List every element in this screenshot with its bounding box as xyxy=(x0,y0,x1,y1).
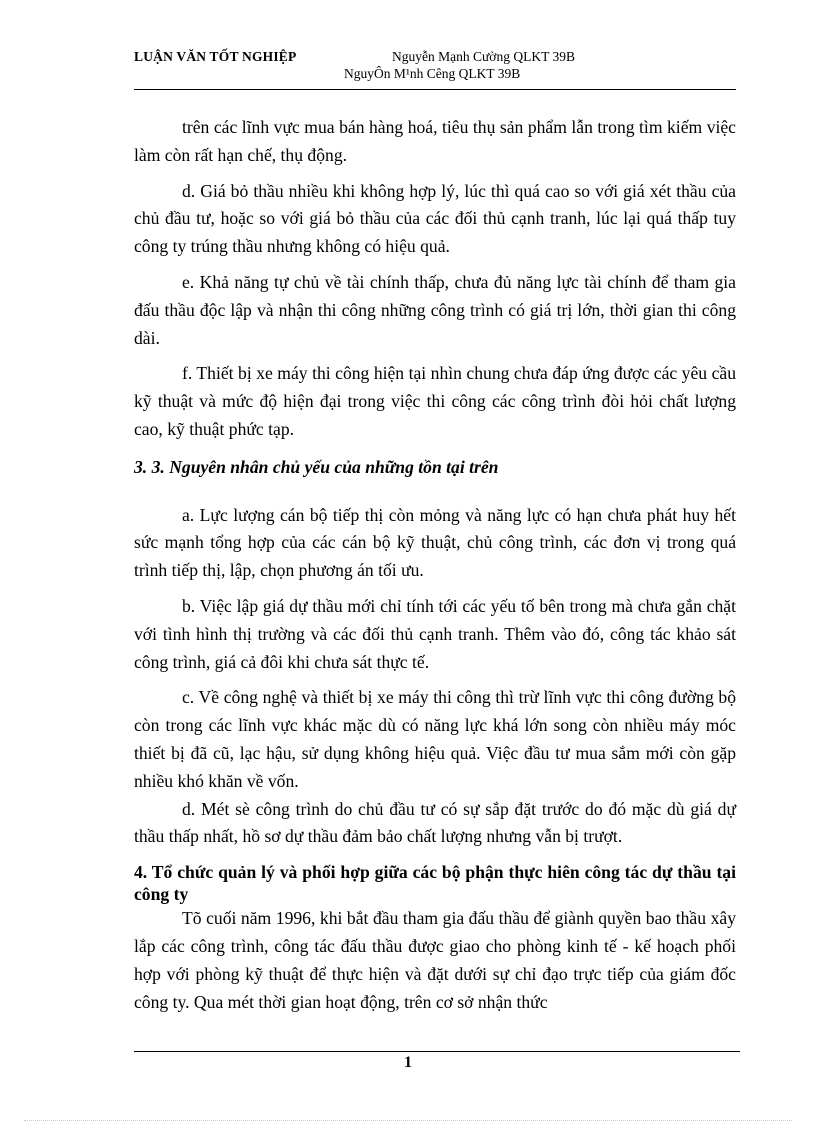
document-body xyxy=(134,114,736,1016)
paragraph: trên các lĩnh vực mua bán hàng hoá, tiêu thụ sản phẩm lẫn trong tìm kiếm việc làm còn rất hạn chế, thụ động. xyxy=(134,117,736,165)
paragraph: d. Giá bỏ thầu nhiều khi không hợp lý, lúc thì quá cao so với giá xét thầu của chủ đầu tư, hoặc so với giá bỏ thầu của các đối thủ cạnh tranh, lúc lại quá thấp tuy công ty trúng thầu nhưng không có hiệu quả. xyxy=(134,180,736,257)
section-heading: 3. 3. Nguyên nhân chủ yếu của những tồn tại trên xyxy=(134,456,499,477)
paragraph: c. Về công nghệ và thiết bị xe máy thi công thì trừ lĩnh vực thi công đường bộ còn trong các lĩnh vực khác mặc dù có năng lực khá lớn song còn nhiều máy móc thiết bị đã cũ, lạc hậu, sử dụng không hiệu quả. Việc đầu tư mua sắm mới còn gặp nhiều khó khăn về vốn. xyxy=(134,687,736,791)
paragraph: e. Khả năng tự chủ về tài chính thấp, chưa đủ năng lực tài chính để tham gia đấu thầu độc lập và nhận thi công những công trình có giá trị lớn, thời gian thi công dài. xyxy=(134,271,736,348)
header-title: LUẬN VĂN TỐT NGHIỆP xyxy=(134,49,297,64)
section-heading: 4. Tổ chức quản lý và phối hợp giữa các bộ phận thực hiên công tác dự thầu tại công ty xyxy=(134,862,736,905)
footer-divider xyxy=(134,1051,740,1052)
paragraph: a. Lực lượng cán bộ tiếp thị còn mỏng và năng lực có hạn chưa phát huy hết sức mạnh tổng hợp của các cán bộ kỹ thuật, chủ công trình, các đơn vị trong quá trình tiếp thị, lập, chọn phương án tối ưu. xyxy=(134,504,736,581)
paragraph: Tõ cuối năm 1996, khi bắt đầu tham gia đấu thầu để giành quyền bao thầu xây lắp các công trình, công tác đấu thầu được giao cho phòng kinh tế - kế hoạch phối hợp với phòng kỹ thuật để thực hiện và đặt dưới sự chỉ đạo trực tiếp của giám đốc công ty. Qua mét thời gian hoạt động, trên cơ sở nhận thức xyxy=(134,908,736,1012)
header-author-line-2: NguyÔn M¹nh Cêng QLKT 39B xyxy=(344,66,521,81)
page-edge-divider xyxy=(24,1120,792,1121)
header-author-line-1: Nguyễn Mạnh Cường QLKT 39B xyxy=(392,49,575,64)
paragraph: f. Thiết bị xe máy thi công hiện tại nhìn chung chưa đáp ứng được các yêu cầu kỹ thuật và mức độ hiện đại trong việc thi công các công trình đòi hỏi chất lượng cao, kỹ thuật phức tạp. xyxy=(134,363,736,439)
paragraph: b. Việc lập giá dự thầu mới chỉ tính tới các yếu tố bên trong mà chưa gắn chặt với tình hình thị trường và các đối thủ cạnh tranh. Thêm vào đó, công tác khảo sát công trình, giá cả đôi khi chưa sát thực tế. xyxy=(134,595,736,672)
page-number: 1 xyxy=(404,1054,412,1071)
header-divider xyxy=(134,89,736,90)
paragraph: d. Mét sè công trình do chủ đầu tư có sự sắp đặt trước do đó mặc dù giá dự thầu thấp nhất, hồ sơ dự thầu đảm bảo chất lượng nhưng vẫn bị trượt. xyxy=(134,798,736,847)
